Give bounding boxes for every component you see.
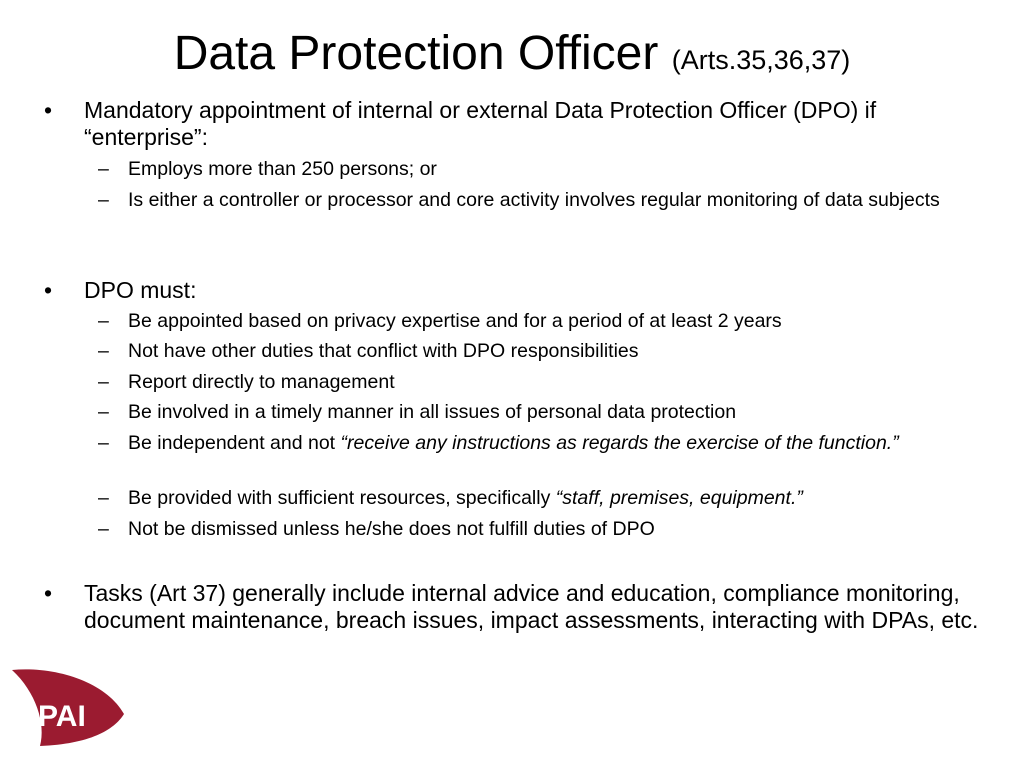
sub-bullet-involved: Be involved in a timely manner in all issues of personal data protection	[128, 401, 737, 423]
pai-logo-text: PAI	[38, 700, 86, 733]
sub-bullet-resources-text: Be provided with sufficient resources, specifically	[128, 487, 556, 509]
dash-glyph: –	[98, 189, 109, 211]
sub-bullet-dismissal: Not be dismissed unless he/she does not fulfill duties of DPO	[128, 518, 655, 540]
bullet-glyph: •	[44, 580, 53, 606]
sub-bullet-no-conflict: Not have other duties that conflict with DPO responsibilities	[128, 340, 639, 362]
dash-glyph: –	[98, 158, 109, 180]
dash-glyph: –	[98, 401, 109, 423]
dash-glyph: –	[98, 432, 109, 454]
pai-logo-mark	[10, 664, 130, 748]
sub-bullet-report: Report directly to management	[128, 371, 395, 393]
bullet-dpo-must: DPO must:	[84, 277, 197, 303]
bullet-tasks: Tasks (Art 37) generally include internal advice and education, compliance monitoring, document maintenance, breach issues, impact assessments, interacting with DPAs, etc.	[84, 580, 979, 633]
slide-title-articles: (Arts.35,36,37)	[671, 45, 851, 75]
sub-bullet-controller-processor: Is either a controller or processor and core activity involves regular monitoring of data subjects	[128, 189, 940, 211]
dash-glyph: –	[98, 340, 109, 362]
dash-glyph: –	[98, 371, 109, 393]
sub-bullet-independent	[128, 431, 988, 456]
dash-glyph: –	[98, 310, 109, 332]
dash-glyph: –	[98, 487, 109, 509]
bullet-glyph: •	[44, 277, 53, 303]
sub-bullet-resources	[128, 486, 988, 511]
sub-bullet-resources-quote: “staff, premises, equipment.”	[555, 487, 803, 509]
pai-logo	[10, 664, 130, 748]
bullet-mandatory-appointment: Mandatory appointment of internal or external Data Protection Officer (DPO) if “enterprise”:	[84, 97, 877, 150]
dash-glyph: –	[98, 518, 109, 540]
sub-bullet-independent-quote: “receive any instructions as regards the exercise of the function.”	[340, 432, 899, 454]
sub-bullet-employs: Employs more than 250 persons; or	[128, 158, 437, 180]
sub-bullet-independent-text: Be independent and not	[128, 432, 341, 454]
sub-bullet-appointed: Be appointed based on privacy expertise and for a period of at least 2 years	[128, 310, 782, 332]
bullet-glyph: •	[44, 97, 53, 123]
slide-title-main: Data Protection Officer	[173, 27, 659, 80]
